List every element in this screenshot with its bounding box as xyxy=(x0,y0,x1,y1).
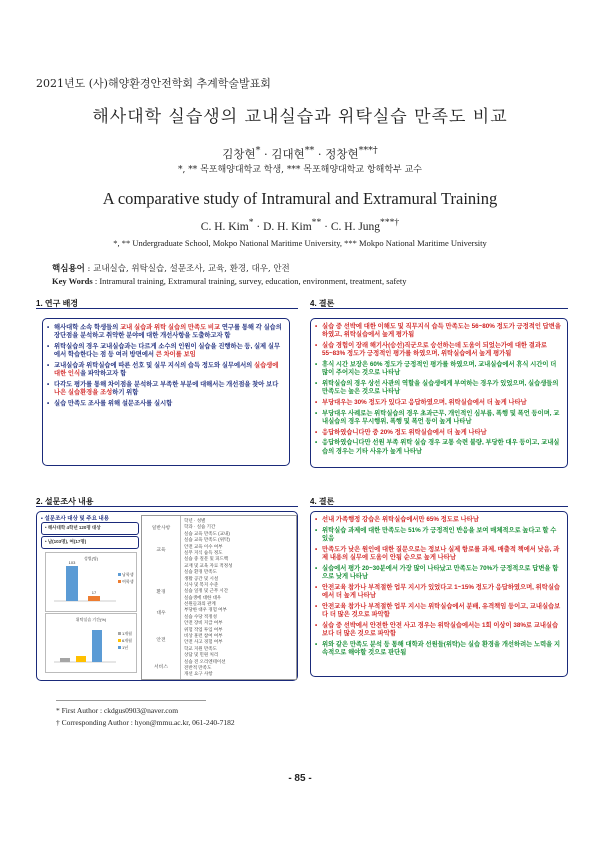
author-1-en: C. H. Kim xyxy=(200,220,249,233)
survey-row: 개선 요구 사항 xyxy=(184,671,213,677)
highlight-text: 교내 실습과 위탁 실습의 만족도 비교 xyxy=(120,324,221,331)
corresponding-author-contact: hyon@mmu.ac.kr, 061-240-7182 xyxy=(134,718,235,727)
paper-title-english: A comparative study of Intramural and Extramural Training xyxy=(102,189,498,208)
author-3-en: C. H. Jung xyxy=(330,220,381,233)
bar-male xyxy=(66,566,78,601)
background-text: 교내실습과 위탁실습에 따른 선호 및 실무 지식의 습득 정도와 실무에서의 xyxy=(54,362,254,369)
keywords-label: 핵심용어 xyxy=(52,264,85,274)
legend-swatch-1 xyxy=(118,632,121,635)
affiliation-korean: *, ** 목포해양대학교 학생, *** 목포해양대학교 항해학부 교수 xyxy=(177,165,423,175)
survey-rows xyxy=(184,518,294,678)
footnote-separator xyxy=(56,700,206,701)
section-divider xyxy=(36,506,298,507)
footnote-first-author xyxy=(56,706,178,715)
conclusion-item: • 위와 같은 만족도 분석 등 통해 대학과 선원들(위탁)는 실습 환경을 개선하려는 노력을 지속적으로 해야할 것으로 판단됨 xyxy=(315,641,562,658)
survey-subhead: ▪ 설문조사 대상 및 주요 내용 xyxy=(41,516,110,522)
section-divider xyxy=(310,308,568,309)
bar-male-label: 103 xyxy=(68,560,76,565)
author-3-mark: ***† xyxy=(358,145,378,156)
background-item xyxy=(47,362,283,379)
survey-row: 교재 및 교육 자료 적정성 xyxy=(184,562,233,568)
background-text: 연구를 통해 각 실습의 장단점을 분석하고 취약한 분야에 대한 개선사항을 도출하고자 함 xyxy=(54,324,282,340)
conclusion-item: • 실습 중 선박에 대한 이해도 및 직무지식 습득 만족도는 56~80% 정도가 긍정적인 답변을 하였고, 위탁실습에서 높게 평가됨 xyxy=(315,323,562,340)
bullet-box-1 xyxy=(41,522,139,535)
category-treatment: 대우 xyxy=(156,611,166,616)
highlight-text: 실습생에 대한 인식 xyxy=(54,362,279,378)
author-2-mark: ** xyxy=(304,145,315,156)
category-education: 교육 xyxy=(156,548,166,553)
table-divider xyxy=(180,516,181,679)
bullet-2-text: 남(103명), 여(17명) xyxy=(47,539,87,544)
survey-row: 위험 작업 투입 여부 xyxy=(184,626,223,632)
first-author-email: ckdgus0903@naver.com xyxy=(103,706,179,715)
author-2-en: D. H. Kim xyxy=(263,220,312,233)
legend-swatch-3 xyxy=(118,646,121,649)
survey-row: 상담 및 민원 처리 xyxy=(184,652,219,658)
section-1-box xyxy=(42,318,290,466)
legend-male: 남학생 xyxy=(122,572,134,577)
author-1-en-mark: * xyxy=(248,217,254,228)
legend-female: 여학생 xyxy=(122,579,134,584)
survey-row: 안전 사고 경험 여부 xyxy=(184,639,223,645)
conclusion-list-b xyxy=(315,516,562,657)
category-safety: 안전 xyxy=(156,638,166,643)
category-environment: 환경 xyxy=(156,590,166,595)
background-item xyxy=(47,400,283,408)
background-text: 하기 위함 xyxy=(112,389,139,397)
author-1: 김창현 xyxy=(222,146,256,161)
conclusion-item: • 위탁실습의 경우 상선 사관의 역할을 실습생에게 부여하는 경우가 있었으며, 실습생들의 만족도는 높은 것으로 나타남 xyxy=(315,380,562,397)
background-text: 해사대학 소속 학생들의 xyxy=(54,324,121,331)
conclusion-item: • 안전교육 참가나 부적절한 업무 지시는 위탁실습에서 분배, 유격책임 등이고, 교내실습보다 더 많은 것으로 파악함 xyxy=(315,603,562,620)
background-text: 실습 만족도 조사를 위해 설문조사를 실시함 xyxy=(54,400,173,407)
survey-row: 실습생에 대한 대우 xyxy=(184,594,222,600)
survey-row: 전반적 만족도 xyxy=(184,664,212,670)
legend-period-3: 1년 xyxy=(122,645,129,650)
bullet-1-text: 해사대학 4학년 120명 대상 xyxy=(47,525,101,530)
conclusion-item: • 선내 가족행정 강습은 위탁실습에서만 65% 정도로 나타남 xyxy=(315,516,562,524)
bar-period-1 xyxy=(60,658,70,662)
bar-period-2 xyxy=(76,656,86,662)
bar-period-3 xyxy=(92,630,102,662)
period-chart-title: 위탁실습 기간(%) xyxy=(75,617,107,622)
survey-row: 부당한 대우 경험 여부 xyxy=(184,607,227,613)
category-general: 일반사항 xyxy=(151,526,171,531)
author-1-mark: * xyxy=(255,145,261,156)
author-3: 정창현 xyxy=(325,146,359,161)
survey-row: 선원들과의 관계 xyxy=(184,601,216,607)
author-sep: · xyxy=(321,220,331,233)
survey-row: 안전 교육 이수 여부 xyxy=(184,543,223,549)
survey-row: 안전 장비 지급 여부 xyxy=(184,620,223,626)
survey-row: 실습 중 질문 및 피드백 xyxy=(184,556,229,562)
author-sep: · xyxy=(264,146,268,161)
author-2: 김대현 xyxy=(271,146,305,161)
conclusion-item: • 응답하였습니다만 중 20% 정도 위탁실습에서 더 높게 나타남 xyxy=(315,429,562,437)
survey-row: 실습 전 오리엔테이션 xyxy=(184,658,226,664)
period-chart-frame xyxy=(45,613,137,673)
conclusion-item: • 안전교육 참가나 부적절한 업무 지시가 있었다고 1~15% 정도가 응답하였으며, 위탁실습에서 더 높게 나타남 xyxy=(315,584,562,601)
survey-row: 실습 교육 만족도 (위탁) xyxy=(184,537,230,543)
section-divider xyxy=(310,506,568,507)
highlight-text: 나은 실습환경을 조성 xyxy=(54,389,113,397)
bullet-2: • 남(103명), 여(17명) xyxy=(45,539,87,544)
keywords-english xyxy=(52,276,407,286)
legend-swatch-2 xyxy=(118,639,121,642)
footnote-mark: * xyxy=(56,706,60,715)
section-4b-heading: 4. 결론 xyxy=(310,497,335,506)
keywords-label: Key Words xyxy=(52,276,93,286)
keywords-text: : 교내실습, 위탁실습, 설문조사, 교육, 환경, 대우, 안전 xyxy=(84,264,290,274)
gender-chart-title: 성별(명) xyxy=(83,556,99,561)
bar-female xyxy=(88,596,100,601)
author-3-en-mark: ***† xyxy=(380,217,400,228)
legend-swatch-male xyxy=(118,573,121,576)
section-4a-heading: 4. 결론 xyxy=(310,299,335,308)
legend-swatch-female xyxy=(118,580,121,583)
keywords-korean xyxy=(52,262,290,274)
footnote-label: First Author : xyxy=(61,706,104,715)
author-sep: · xyxy=(253,220,264,233)
survey-row: 실습 환경 만족도 xyxy=(184,569,217,575)
keywords-text: : Intramural training, Extramural training, survey, education, environment, treatment, safety xyxy=(92,276,407,286)
background-item xyxy=(47,324,283,341)
conclusion-item: • 실습에서 평가 20~30분에서 가장 많이 나타났고 만족도는 70%가 긍정적으로 답변을 함 으로 낮게 나타남 xyxy=(315,565,562,582)
paper-title-korean: 해사대학 실습생의 교내실습과 위탁실습 만족도 비교 xyxy=(92,107,508,127)
authors-korean xyxy=(0,145,600,162)
background-text: 을 파악하고자 함 xyxy=(80,370,127,378)
survey-row: 학년 · 성별 xyxy=(184,518,206,523)
conclusion-item: • 휴식 시간 보장은 60% 정도가 긍정적인 평가를 하였으며, 교내실습에서 휴식 시간이 더 많이 주어지는 것으로 나타남 xyxy=(315,361,562,378)
footnote-corresponding-author xyxy=(56,718,235,727)
page-number: - 85 - xyxy=(288,773,312,784)
survey-row: 실습 수당 적정성 xyxy=(184,613,217,619)
survey-row: 실무 지식 습득 정도 xyxy=(184,549,223,555)
author-2-en-mark: ** xyxy=(311,217,322,228)
survey-row: 학과 · 실습 기간 xyxy=(184,524,216,530)
conclusion-item: • 부당대우 사례로는 위탁실습의 경우 초과근무, 개인적인 심부름, 폭행 및 폭언 등이며, 교내실습의 경우 무시행위, 폭행 및 폭언 등이 높게 나타남 xyxy=(315,410,562,427)
survey-row: 실습 교육 만족도 (교내) xyxy=(184,530,230,536)
section-4b-box xyxy=(310,511,568,677)
background-list xyxy=(47,324,283,408)
bullet-1: • 해사대학 4학년 120명 대상 xyxy=(45,525,101,530)
survey-table xyxy=(141,515,297,680)
background-text: 다각도 평가를 통해 차이점을 분석하고 부족한 부분에 대해서는 개선점을 찾아 보다 xyxy=(54,381,279,388)
survey-subhead-text: 설문조사 대상 및 주요 내용 xyxy=(44,516,110,522)
highlight-text: 큰 차이를 보임 xyxy=(155,351,196,359)
survey-row: 비상 훈련 참여 여부 xyxy=(184,633,223,639)
bar-female-label: 17 xyxy=(91,590,97,595)
footnote-label: Corresponding Author : xyxy=(61,718,135,727)
conclusion-item: • 실습 중 선박에서 안전한 안전 사고 경우는 위탁실습에서는 1회 이상이 38%로 교내실습보다 더 많은 것으로 파악함 xyxy=(315,622,562,639)
section-divider xyxy=(36,308,298,309)
period-chart xyxy=(46,614,136,672)
survey-row: 학교 지원 만족도 xyxy=(184,645,217,651)
conference-header: 2021년도 (사)해양환경안전학회 추계학술발표회 xyxy=(36,77,271,90)
legend-period-1: 1개월 xyxy=(122,631,132,636)
gender-chart-frame xyxy=(45,552,137,612)
author-sep: · xyxy=(317,146,322,161)
conclusion-item: • 부당대우는 30% 정도가 있다고 응답하였으며, 위탁실습에서 더 높게 나타남 xyxy=(315,399,562,407)
section-4a-box xyxy=(310,318,568,468)
conclusion-item: • 응답하였습니다만 선원 부족 위탁 실습 경우 교통 숙련 불량, 부당한 대우 등이고, 교내실습의 경우는 기타 사유가 높게 나타남 xyxy=(315,439,562,456)
gender-chart xyxy=(46,553,136,611)
conclusion-item: • 만족도가 낮은 원인에 대한 질문으로는 정보나 실제 항로를 과제, 매출적 책에서 낮음, 과제 내용의 실무에 도움이 안됨 순으로 높게 나타남 xyxy=(315,546,562,563)
conclusion-list-a xyxy=(315,323,562,456)
section-2-heading: 2. 설문조사 내용 xyxy=(36,497,94,506)
authors-english xyxy=(0,217,600,233)
survey-row: 식사 및 복지 수준 xyxy=(184,581,219,587)
bullet-box-2 xyxy=(41,536,139,549)
conclusion-item: • 위탁실습 과제에 대한 만족도는 51% 가 긍정적인 반응을 보여 매체적으로 높다고 할 수 있음 xyxy=(315,527,562,544)
survey-row: 생활 공간 및 시설 xyxy=(184,575,219,581)
footnote-mark: † xyxy=(56,718,60,727)
background-item xyxy=(47,343,283,360)
conclusion-item: • 실습 경험이 장래 해기사(승선)직군으로 승선하는데 도움이 되었는가에 대한 결과로 55~83% 정도가 긍정적인 평가를 하였으며, 위탁실습에서 높게 평가됨 xyxy=(315,342,562,359)
category-service: 서비스 xyxy=(154,665,168,670)
background-text: 위탁실습의 경우 교내실습과는 다르게 소수의 인원이 실습을 진행하는 등, 실제 실무에서 학습한다는 점 등 여러 방면에서 xyxy=(54,343,281,359)
legend-period-2: 6개월 xyxy=(122,638,132,643)
survey-row: 실습 일정 및 근무 시간 xyxy=(184,588,229,594)
affiliation-english: *, ** Undergraduate School, Mokpo National Maritime University, *** Mokpo National Maritime University xyxy=(113,238,487,248)
section-1-heading: 1. 연구 배경 xyxy=(36,299,79,308)
section-2-box xyxy=(36,511,298,681)
background-item xyxy=(47,381,283,398)
